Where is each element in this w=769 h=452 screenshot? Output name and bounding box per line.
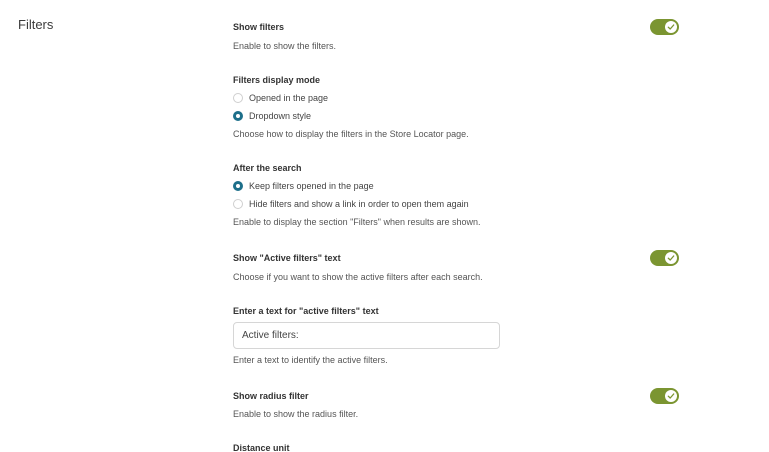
show-filters-toggle[interactable]	[650, 19, 679, 35]
display-mode-opened-option[interactable]	[233, 91, 328, 105]
after-search-hide-option[interactable]	[233, 197, 469, 211]
radius-filter-toggle[interactable]	[650, 388, 679, 404]
radius-filter-description: Enable to show the radius filter.	[233, 409, 359, 419]
show-filters-label: Show filters	[233, 22, 285, 32]
radio-unchecked-icon[interactable]	[233, 199, 243, 209]
section-title: Filters	[18, 17, 54, 32]
after-search-label: After the search	[233, 163, 302, 173]
check-icon	[665, 390, 677, 402]
radio-checked-icon[interactable]	[233, 111, 243, 121]
display-mode-label: Filters display mode	[233, 75, 321, 85]
radio-unchecked-icon[interactable]	[233, 93, 243, 103]
display-mode-dropdown-option[interactable]	[233, 109, 311, 123]
radio-option-label: Opened in the page	[249, 93, 329, 103]
distance-unit-label: Distance unit	[233, 443, 290, 452]
check-icon	[665, 252, 677, 264]
display-mode-description: Choose how to display the filters in the Store Locator page.	[233, 129, 469, 139]
active-filters-text-label: Enter a text for "active filters" text	[233, 306, 379, 316]
check-icon	[665, 21, 677, 33]
radio-checked-icon[interactable]	[233, 181, 243, 191]
radio-option-label: Keep filters opened in the page	[249, 181, 374, 191]
active-filters-toggle[interactable]	[650, 250, 679, 266]
active-filters-text-description: Enter a text to identify the active filters.	[233, 355, 388, 365]
radio-option-label: Hide filters and show a link in order to open them again	[249, 199, 469, 209]
active-filters-text-input[interactable]	[233, 322, 500, 349]
radius-filter-label: Show radius filter	[233, 391, 309, 401]
radio-option-label: Dropdown style	[249, 111, 312, 121]
after-search-keep-option[interactable]	[233, 179, 374, 193]
show-filters-description: Enable to show the filters.	[233, 41, 337, 51]
active-filters-description: Choose if you want to show the active filters after each search.	[233, 272, 483, 282]
after-search-description: Enable to display the section "Filters" when results are shown.	[233, 217, 481, 227]
active-filters-label: Show "Active filters" text	[233, 253, 341, 263]
